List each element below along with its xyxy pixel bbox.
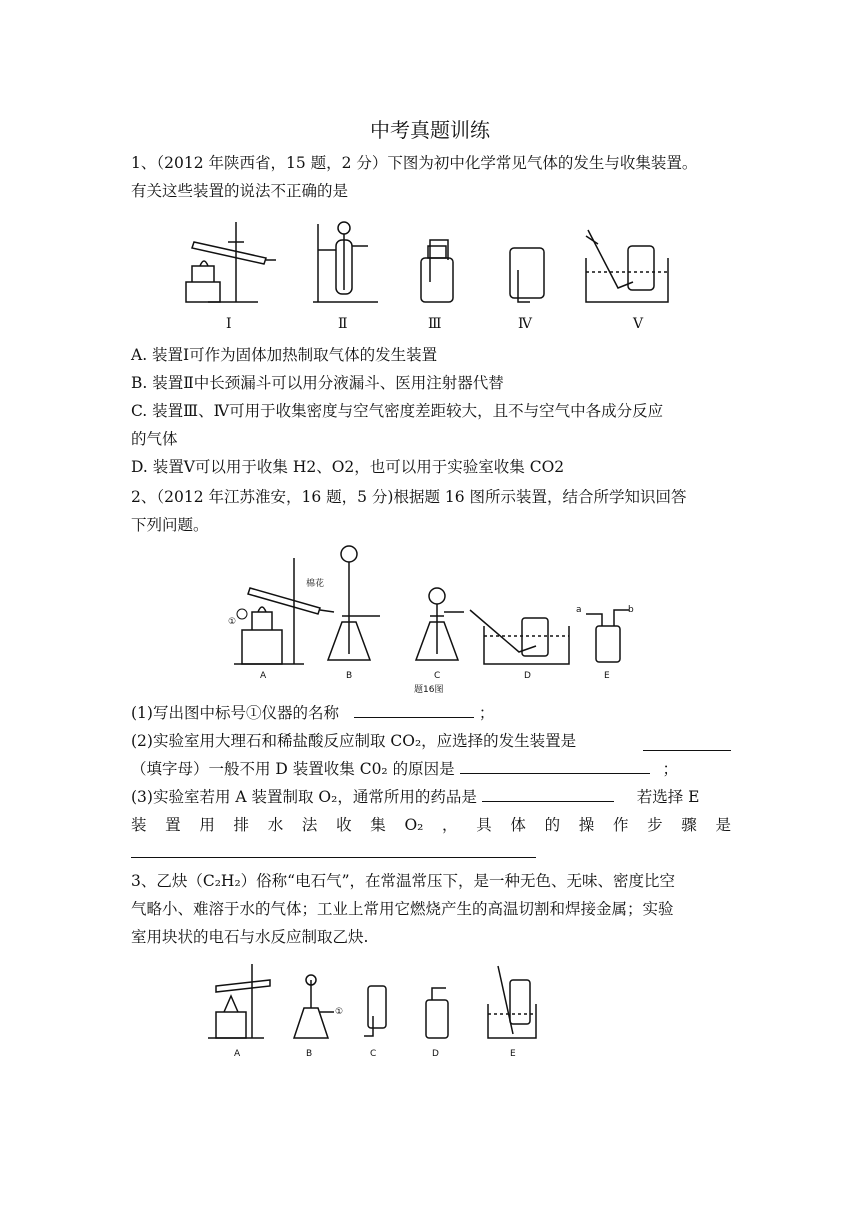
q2-sub3-answer-blank-1[interactable] — [482, 787, 614, 802]
q2-line2: 下列问题。 — [131, 516, 209, 534]
q3-fig-label-a: A — [234, 1049, 241, 1059]
q3-fig-label-e: E — [510, 1049, 516, 1059]
q2-sub2-end: ； — [662, 760, 678, 778]
q1-line1: 1、（2012 年陕西省，15 题，2 分）下图为初中化学常见气体的发生与收集装置。 — [131, 154, 698, 172]
q1-fig-label-5: Ⅴ — [633, 316, 644, 332]
q2-cotton-label: 棉花 — [306, 579, 325, 589]
q2-sub2-text-a: (2)实验室用大理石和稀盐酸反应制取 CO₂，应选择的发生装置是 — [131, 732, 577, 750]
q2-instrument-marker: ① — [228, 617, 237, 627]
q2-fig-caption: 题16图 — [414, 685, 444, 695]
q3-line1: 3、乙炔（C₂H₂）俗称“电石气”，在常温常压下，是一种无色、无味、密度比空 — [131, 872, 676, 890]
q3-line2: 气略小、难溶于水的气体；工业上常用它燃烧产生的高温切割和焊接金属；实验 — [131, 900, 674, 918]
q2-fig-label-c: C — [434, 671, 441, 681]
q1-fig-label-3: Ⅲ — [428, 316, 442, 332]
q2-sub2-text-b: （填字母）一般不用 D 装置收集 C0₂ 的原因是 — [131, 760, 455, 778]
q2-sub2-answer-blank-2[interactable] — [460, 759, 650, 774]
q2-sub1-text: (1)写出图中标号①仪器的名称 — [131, 704, 339, 722]
q2-sub1 — [131, 700, 731, 727]
q2-sub2-answer-blank-1[interactable] — [643, 736, 731, 751]
q2-port-b: b — [628, 605, 634, 615]
q1-option-a: A. 装置Ⅰ可作为固体加热制取气体的发生装置 — [131, 346, 438, 364]
q1-line2: 有关这些装置的说法不正确的是 — [131, 182, 349, 200]
q2-sub3-line2: 装置用排水法收集O₂，具体的操作步骤是 — [131, 816, 731, 834]
q2-sub3-line3 — [131, 840, 731, 867]
q2-sub3-answer-blank-2[interactable] — [131, 843, 536, 858]
q2-sub1-end: ； — [478, 704, 495, 722]
q2-sub3-text-a-tail: 若选择 E — [636, 788, 700, 806]
page-title: 中考真题训练 — [370, 118, 490, 142]
q1-option-d: D. 装置Ⅴ可以用于收集 H2、O2，也可以用于实验室收集 CO2 — [131, 458, 565, 476]
q1-apparatus-figure — [178, 210, 683, 335]
q2-fig-label-b: B — [346, 671, 353, 681]
q3-instrument-marker-b: ① — [335, 1007, 344, 1017]
q3-apparatus-figure — [198, 956, 548, 1066]
q3-fig-label-c: C — [370, 1049, 377, 1059]
q2-fig-label-e: E — [604, 671, 610, 681]
q2-sub2-line2 — [131, 756, 731, 783]
q1-option-b: B. 装置Ⅱ中长颈漏斗可以用分液漏斗、医用注射器代替 — [131, 374, 504, 392]
q1-option-c-line2: 的气体 — [131, 430, 178, 448]
q1-fig-label-1: Ⅰ — [226, 316, 232, 332]
q1-fig-label-4: Ⅳ — [518, 316, 532, 332]
q2-sub2-line1 — [131, 728, 731, 755]
q2-apparatus-figure — [224, 540, 644, 700]
q2-sub3-text-a: (3)实验室若用 A 装置制取 O₂，通常所用的药品是 — [131, 788, 477, 806]
q2-sub3-line1 — [131, 784, 731, 811]
q2-fig-label-a: A — [260, 671, 267, 681]
q3-fig-label-d: D — [432, 1049, 439, 1059]
q1-option-c-line1: C. 装置Ⅲ、Ⅳ可用于收集密度与空气密度差距较大，且不与空气中各成分反应 — [131, 402, 664, 420]
q1-fig-label-2: Ⅱ — [338, 316, 348, 332]
q3-line3: 室用块状的电石与水反应制取乙炔. — [131, 928, 369, 946]
q2-fig-label-d: D — [524, 671, 531, 681]
q2-sub1-answer-blank[interactable] — [354, 703, 474, 718]
q3-fig-label-b: B — [306, 1049, 313, 1059]
q2-line1: 2、（2012 年江苏淮安，16 题，5 分)根据题 16 图所示装置，结合所学知识回答 — [131, 488, 687, 506]
q2-port-a: a — [576, 605, 582, 615]
